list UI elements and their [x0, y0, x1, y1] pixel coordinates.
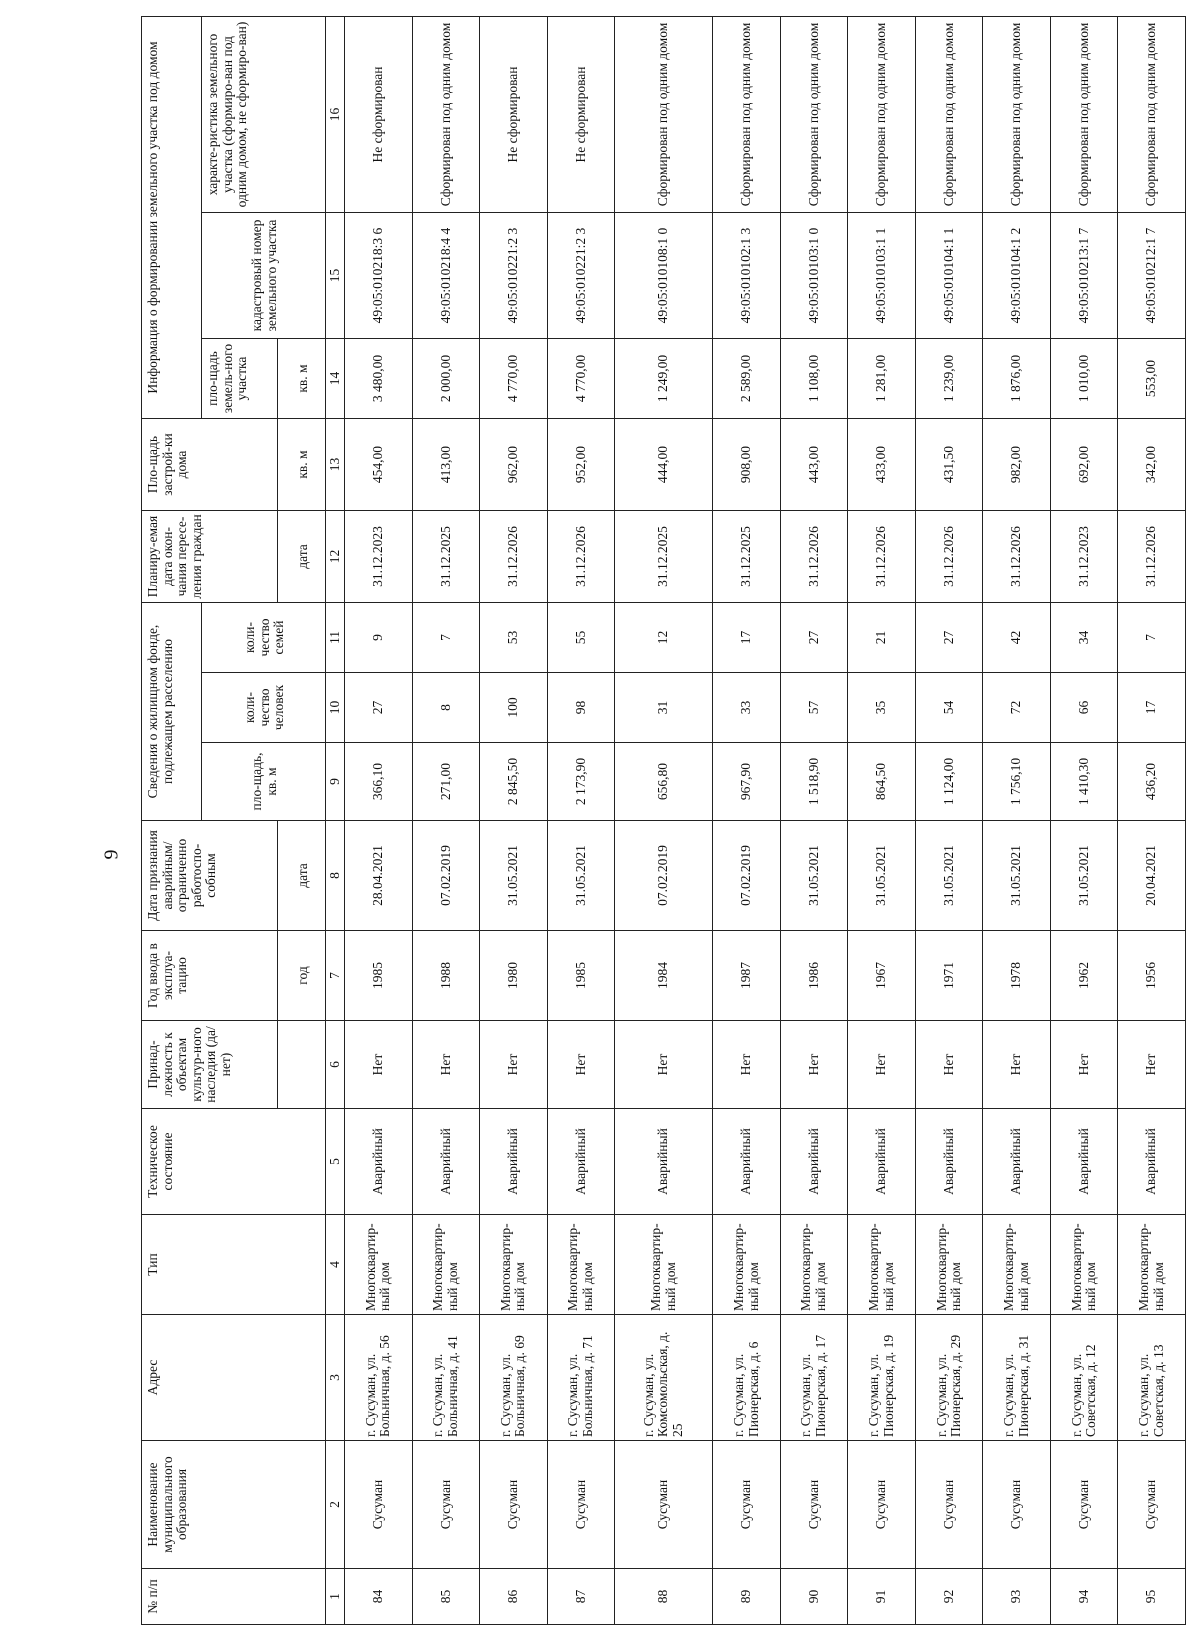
row-area: 366,10: [345, 743, 413, 821]
row-area: 271,00: [412, 743, 480, 821]
header-num: № п/п: [142, 1569, 326, 1625]
row-year: 1956: [1118, 931, 1186, 1021]
column-number: 4: [326, 1215, 345, 1315]
row-land-char: Не сформирован: [480, 16, 548, 212]
row-area: 656,80: [615, 743, 713, 821]
row-type: Многоквартир-ный дом: [915, 1215, 983, 1315]
row-emergency-date: 31.05.2021: [915, 821, 983, 931]
row-tech-state: Аварийный: [780, 1109, 848, 1215]
row-build-area: 952,00: [547, 419, 615, 511]
column-number: 12: [326, 511, 345, 603]
row-heritage: Нет: [983, 1021, 1051, 1109]
column-number: 3: [326, 1315, 345, 1441]
row-year: 1971: [915, 931, 983, 1021]
table-body: [345, 16, 1186, 1624]
row-plan-date: 31.12.2026: [780, 511, 848, 603]
row-land-char: Сформирован под одним домом: [848, 16, 916, 212]
header-families: коли-чество семей: [202, 603, 326, 673]
row-cadastral: 49:05:010213:1 7: [1050, 213, 1118, 339]
row-number: 88: [615, 1569, 713, 1625]
row-people: 31: [615, 673, 713, 743]
table-row: [547, 16, 615, 1624]
row-cadastral: 49:05:010103:1 0: [780, 213, 848, 339]
row-land-area: 1 876,00: [983, 339, 1051, 419]
row-year: 1980: [480, 931, 548, 1021]
header-municipality: Наименование муниципального образования: [142, 1441, 326, 1569]
row-area: 1 124,00: [915, 743, 983, 821]
row-area: 1 518,90: [780, 743, 848, 821]
row-municipality: Сусуман: [1050, 1441, 1118, 1569]
row-plan-date: 31.12.2026: [848, 511, 916, 603]
row-build-area: 908,00: [713, 419, 781, 511]
header-year: Год ввода в эксплуа-тацию: [142, 931, 278, 1021]
row-number: 93: [983, 1569, 1051, 1625]
header-people: коли-чество человек: [202, 673, 326, 743]
row-municipality: Сусуман: [915, 1441, 983, 1569]
row-tech-state: Аварийный: [345, 1109, 413, 1215]
row-municipality: Сусуман: [412, 1441, 480, 1569]
table-row: [780, 16, 848, 1624]
row-type: Многоквартир-ный дом: [615, 1215, 713, 1315]
row-land-area: 4 770,00: [480, 339, 548, 419]
row-cadastral: 49:05:010104:1 1: [915, 213, 983, 339]
row-heritage: Нет: [713, 1021, 781, 1109]
row-land-area: 1 249,00: [615, 339, 713, 419]
row-heritage: Нет: [345, 1021, 413, 1109]
row-plan-date: 31.12.2023: [345, 511, 413, 603]
row-emergency-date: 07.02.2019: [713, 821, 781, 931]
column-number: 13: [326, 419, 345, 511]
row-type: Многоквартир-ный дом: [345, 1215, 413, 1315]
row-cadastral: 49:05:010221:2 3: [547, 213, 615, 339]
row-land-char: Сформирован под одним домом: [615, 16, 713, 212]
row-land-char: Сформирован под одним домом: [713, 16, 781, 212]
table-row: [915, 16, 983, 1624]
row-families: 55: [547, 603, 615, 673]
row-type: Многоквартир-ный дом: [1118, 1215, 1186, 1315]
table-row: [1050, 16, 1118, 1624]
table-row: [412, 16, 480, 1624]
row-area: 1 410,30: [1050, 743, 1118, 821]
row-families: 7: [1118, 603, 1186, 673]
column-number: 14: [326, 339, 345, 419]
row-land-area: 553,00: [1118, 339, 1186, 419]
row-land-char: Сформирован под одним домом: [780, 16, 848, 212]
header-heritage: Принад-лежность к объектам культур-ного наследия (да/нет): [142, 1021, 278, 1109]
header-area: пло-щадь, кв. м: [202, 743, 326, 821]
row-municipality: Сусуман: [713, 1441, 781, 1569]
row-heritage: Нет: [547, 1021, 615, 1109]
row-plan-date: 31.12.2026: [915, 511, 983, 603]
row-municipality: Сусуман: [848, 1441, 916, 1569]
header-row-1: [142, 16, 202, 1624]
row-number: 85: [412, 1569, 480, 1625]
row-people: 8: [412, 673, 480, 743]
row-type: Многоквартир-ный дом: [412, 1215, 480, 1315]
row-tech-state: Аварийный: [848, 1109, 916, 1215]
rotated-table-wrapper: [141, 17, 1186, 1625]
row-address: г. Сусуман, ул. Советская, д. 13: [1118, 1315, 1186, 1441]
row-tech-state: Аварийный: [615, 1109, 713, 1215]
row-families: 27: [915, 603, 983, 673]
header-tech-state: Техническое состояние: [142, 1109, 326, 1215]
row-land-char: Сформирован под одним домом: [412, 16, 480, 212]
row-build-area: 342,00: [1118, 419, 1186, 511]
row-land-area: 1 010,00: [1050, 339, 1118, 419]
row-type: Многоквартир-ный дом: [1050, 1215, 1118, 1315]
row-land-area: 1 281,00: [848, 339, 916, 419]
row-cadastral: 49:05:010212:1 7: [1118, 213, 1186, 339]
row-municipality: Сусуман: [615, 1441, 713, 1569]
row-number: 92: [915, 1569, 983, 1625]
page-number: 9: [100, 849, 123, 860]
row-emergency-date: 31.05.2021: [848, 821, 916, 931]
column-number: 16: [326, 16, 345, 212]
row-heritage: Нет: [915, 1021, 983, 1109]
row-tech-state: Аварийный: [480, 1109, 548, 1215]
row-area: 967,90: [713, 743, 781, 821]
row-heritage: Нет: [615, 1021, 713, 1109]
row-emergency-date: 07.02.2019: [615, 821, 713, 931]
row-number: 84: [345, 1569, 413, 1625]
row-land-char: Сформирован под одним домом: [1118, 16, 1186, 212]
row-build-area: 433,00: [848, 419, 916, 511]
header-unit-build-area: кв. м: [278, 419, 326, 511]
row-people: 66: [1050, 673, 1118, 743]
row-area: 1 756,10: [983, 743, 1051, 821]
row-build-area: 982,00: [983, 419, 1051, 511]
column-number: 10: [326, 673, 345, 743]
row-land-area: 3 480,00: [345, 339, 413, 419]
row-address: г. Сусуман, ул. Пионерская, д. 6: [713, 1315, 781, 1441]
row-year: 1987: [713, 931, 781, 1021]
row-number: 90: [780, 1569, 848, 1625]
row-address: г. Сусуман, ул. Пионерская, д. 19: [848, 1315, 916, 1441]
row-number: 87: [547, 1569, 615, 1625]
row-people: 27: [345, 673, 413, 743]
row-tech-state: Аварийный: [547, 1109, 615, 1215]
row-municipality: Сусуман: [480, 1441, 548, 1569]
table-row: [1118, 16, 1186, 1624]
row-area: 2 173,90: [547, 743, 615, 821]
row-build-area: 454,00: [345, 419, 413, 511]
row-emergency-date: 20.04.2021: [1118, 821, 1186, 931]
table-row: [480, 16, 548, 1624]
row-tech-state: Аварийный: [983, 1109, 1051, 1215]
row-year: 1984: [615, 931, 713, 1021]
row-number: 91: [848, 1569, 916, 1625]
row-cadastral: 49:05:010218:4 4: [412, 213, 480, 339]
row-cadastral: 49:05:010102:1 3: [713, 213, 781, 339]
row-families: 42: [983, 603, 1051, 673]
row-plan-date: 31.12.2026: [547, 511, 615, 603]
header-housing-group: Сведения о жилищном фонде, подлежащем расселению: [142, 603, 202, 821]
row-emergency-date: 31.05.2021: [547, 821, 615, 931]
row-area: 864,50: [848, 743, 916, 821]
header-land-char: характе-ристика земельного участка (сформиро-ван под одним домом, не сформиро-ван): [202, 16, 326, 212]
row-address: г. Сусуман, ул. Пионерская, д. 17: [780, 1315, 848, 1441]
row-land-char: Не сформирован: [345, 16, 413, 212]
row-heritage: Нет: [1050, 1021, 1118, 1109]
row-land-char: Сформирован под одним домом: [1050, 16, 1118, 212]
row-address: г. Сусуман, ул. Пионерская, д. 29: [915, 1315, 983, 1441]
row-cadastral: 49:05:010103:1 1: [848, 213, 916, 339]
column-number: 15: [326, 213, 345, 339]
row-land-char: Не сформирован: [547, 16, 615, 212]
row-cadastral: 49:05:010221:2 3: [480, 213, 548, 339]
row-year: 1962: [1050, 931, 1118, 1021]
header-land-group: Информация о формировании земельного участка под домом: [142, 16, 202, 418]
row-year: 1985: [547, 931, 615, 1021]
header-unit-emergency-date: дата: [278, 821, 326, 931]
row-address: г. Сусуман, ул. Советская, д. 12: [1050, 1315, 1118, 1441]
row-heritage: Нет: [1118, 1021, 1186, 1109]
row-number: 89: [713, 1569, 781, 1625]
header-land-area: пло-щадь земель-ного участка: [202, 339, 278, 419]
row-build-area: 431,50: [915, 419, 983, 511]
row-emergency-date: 31.05.2021: [480, 821, 548, 931]
row-families: 9: [345, 603, 413, 673]
header-cadastral: кадастровый номер земельного участка: [202, 213, 326, 339]
row-type: Многоквартир-ный дом: [547, 1215, 615, 1315]
header-unit-plan-date: дата: [278, 511, 326, 603]
row-families: 7: [412, 603, 480, 673]
row-plan-date: 31.12.2026: [1118, 511, 1186, 603]
row-type: Многоквартир-ный дом: [780, 1215, 848, 1315]
row-people: 17: [1118, 673, 1186, 743]
row-build-area: 413,00: [412, 419, 480, 511]
emergency-housing-table: [141, 16, 1186, 1625]
row-people: 35: [848, 673, 916, 743]
column-number: 9: [326, 743, 345, 821]
row-municipality: Сусуман: [1118, 1441, 1186, 1569]
row-cadastral: 49:05:010104:1 2: [983, 213, 1051, 339]
row-build-area: 444,00: [615, 419, 713, 511]
row-year: 1978: [983, 931, 1051, 1021]
row-number: 95: [1118, 1569, 1186, 1625]
row-heritage: Нет: [848, 1021, 916, 1109]
row-tech-state: Аварийный: [1050, 1109, 1118, 1215]
row-build-area: 962,00: [480, 419, 548, 511]
row-people: 100: [480, 673, 548, 743]
row-year: 1986: [780, 931, 848, 1021]
row-address: г. Сусуман, ул. Больничная, д. 41: [412, 1315, 480, 1441]
row-area: 436,20: [1118, 743, 1186, 821]
row-families: 12: [615, 603, 713, 673]
column-number: 11: [326, 603, 345, 673]
row-emergency-date: 07.02.2019: [412, 821, 480, 931]
row-plan-date: 31.12.2025: [713, 511, 781, 603]
row-plan-date: 31.12.2025: [615, 511, 713, 603]
header-build-area: Пло-щадь застрой-ки дома: [142, 419, 278, 511]
row-tech-state: Аварийный: [915, 1109, 983, 1215]
row-tech-state: Аварийный: [412, 1109, 480, 1215]
row-year: 1988: [412, 931, 480, 1021]
row-emergency-date: 28.04.2021: [345, 821, 413, 931]
column-number: 5: [326, 1109, 345, 1215]
row-type: Многоквартир-ный дом: [713, 1215, 781, 1315]
row-address: г. Сусуман, ул. Больничная, д. 71: [547, 1315, 615, 1441]
row-families: 17: [713, 603, 781, 673]
row-year: 1985: [345, 931, 413, 1021]
row-build-area: 443,00: [780, 419, 848, 511]
row-heritage: Нет: [780, 1021, 848, 1109]
row-land-area: 4 770,00: [547, 339, 615, 419]
column-number: 7: [326, 931, 345, 1021]
row-plan-date: 31.12.2026: [480, 511, 548, 603]
row-address: г. Сусуман, ул. Пионерская, д. 31: [983, 1315, 1051, 1441]
row-people: 72: [983, 673, 1051, 743]
row-heritage: Нет: [480, 1021, 548, 1109]
row-municipality: Сусуман: [983, 1441, 1051, 1569]
row-cadastral: 49:05:010218:3 6: [345, 213, 413, 339]
column-number: 6: [326, 1021, 345, 1109]
row-emergency-date: 31.05.2021: [780, 821, 848, 931]
row-address: г. Сусуман, ул. Больничная, д. 56: [345, 1315, 413, 1441]
row-address: г. Сусуман, ул. Комсомольская, д. 25: [615, 1315, 713, 1441]
row-people: 57: [780, 673, 848, 743]
column-number: 2: [326, 1441, 345, 1569]
header-unit-land-area: кв. м: [278, 339, 326, 419]
row-municipality: Сусуман: [345, 1441, 413, 1569]
row-emergency-date: 31.05.2021: [1050, 821, 1118, 931]
row-address: г. Сусуман, ул. Больничная, д. 69: [480, 1315, 548, 1441]
row-land-area: 1 108,00: [780, 339, 848, 419]
row-people: 33: [713, 673, 781, 743]
row-families: 27: [780, 603, 848, 673]
table-row: [983, 16, 1051, 1624]
header-address: Адрес: [142, 1315, 326, 1441]
row-families: 21: [848, 603, 916, 673]
row-heritage: Нет: [412, 1021, 480, 1109]
row-number: 94: [1050, 1569, 1118, 1625]
header-type: Тип: [142, 1215, 326, 1315]
column-number-row: [326, 16, 345, 1624]
row-plan-date: 31.12.2025: [412, 511, 480, 603]
row-tech-state: Аварийный: [1118, 1109, 1186, 1215]
row-municipality: Сусуман: [547, 1441, 615, 1569]
row-land-area: 1 239,00: [915, 339, 983, 419]
row-type: Многоквартир-ный дом: [848, 1215, 916, 1315]
row-municipality: Сусуман: [780, 1441, 848, 1569]
header-plan-date: Планиру-емая дата окон-чания пересе-ления граждан: [142, 511, 278, 603]
header-unit-heritage: [278, 1021, 326, 1109]
row-land-char: Сформирован под одним домом: [915, 16, 983, 212]
row-plan-date: 31.12.2026: [983, 511, 1051, 603]
column-number: 1: [326, 1569, 345, 1625]
row-land-char: Сформирован под одним домом: [983, 16, 1051, 212]
row-people: 98: [547, 673, 615, 743]
row-people: 54: [915, 673, 983, 743]
row-families: 53: [480, 603, 548, 673]
row-build-area: 692,00: [1050, 419, 1118, 511]
row-emergency-date: 31.05.2021: [983, 821, 1051, 931]
row-type: Многоквартир-ный дом: [480, 1215, 548, 1315]
table-row: [713, 16, 781, 1624]
table-row: [345, 16, 413, 1624]
row-number: 86: [480, 1569, 548, 1625]
row-families: 34: [1050, 603, 1118, 673]
row-land-area: 2 589,00: [713, 339, 781, 419]
row-type: Многоквартир-ный дом: [983, 1215, 1051, 1315]
row-area: 2 845,50: [480, 743, 548, 821]
row-cadastral: 49:05:010108:1 0: [615, 213, 713, 339]
row-plan-date: 31.12.2023: [1050, 511, 1118, 603]
header-emergency-date: Дата признания аварийным/ ограниченно работоспо-собным: [142, 821, 278, 931]
row-year: 1967: [848, 931, 916, 1021]
row-tech-state: Аварийный: [713, 1109, 781, 1215]
column-number: 8: [326, 821, 345, 931]
table-row: [848, 16, 916, 1624]
table-row: [615, 16, 713, 1624]
row-land-area: 2 000,00: [412, 339, 480, 419]
header-unit-year: год: [278, 931, 326, 1021]
